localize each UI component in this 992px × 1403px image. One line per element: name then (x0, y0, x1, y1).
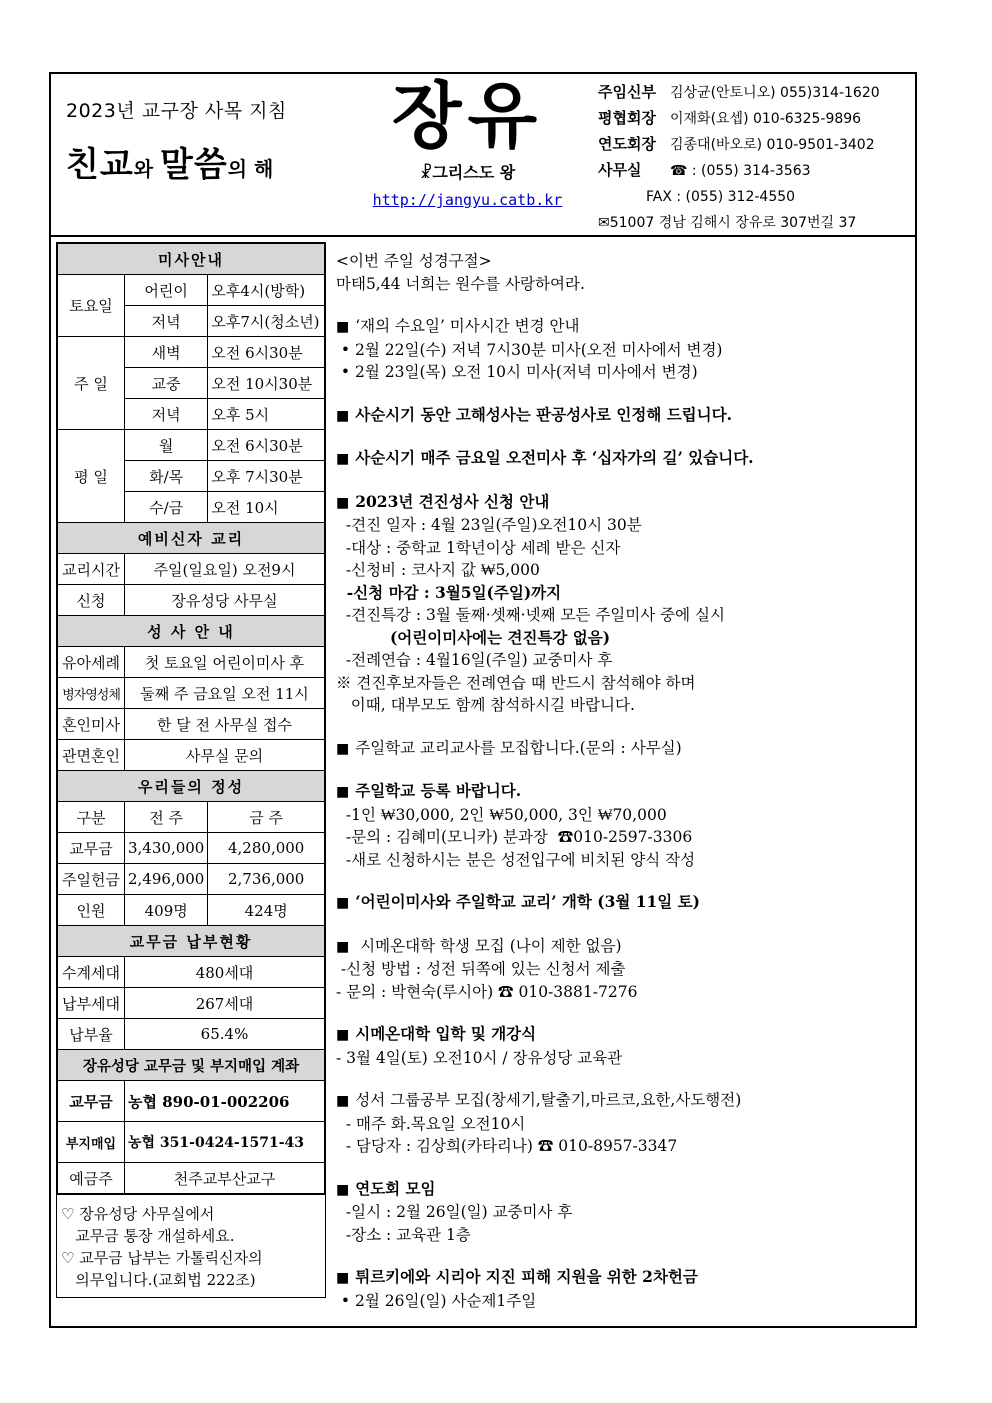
notice-heading (336, 1089, 911, 1113)
notice-text: (어린이미사에는 견진특강 없음) (336, 627, 611, 647)
notice-heading (336, 737, 911, 761)
notice-heading (336, 1178, 911, 1202)
notice-text: 시메온대학 학생 모집 (나이 제한 없음) (355, 936, 622, 955)
notice-line (336, 339, 911, 362)
dues-title: 교무금 납부현황 (57, 926, 325, 957)
mass-title: 미사안내 (57, 243, 325, 275)
offerings-cell: 424명 (208, 895, 325, 926)
bullet-square-icon: ■ (336, 319, 350, 335)
notice-text: 이때, 대부모도 함께 참석하시길 바랍니다. (336, 696, 635, 714)
notice-gap (336, 295, 911, 315)
notice-line (336, 1135, 911, 1158)
notice-text: -새로 신청하시는 분은 성전입구에 비치된 양식 작성 (336, 850, 696, 869)
notice-heading (336, 447, 911, 471)
notice-heading (336, 404, 911, 428)
notice-line (336, 649, 911, 672)
account-label: 예금주 (57, 1163, 125, 1195)
notice-gap (336, 427, 911, 447)
offerings-cell: 인원 (57, 895, 125, 926)
notice-text: -전례연습 : 4월16일(주일) 교중미사 후 (336, 651, 613, 669)
sacrament-value: 한 달 전 사무실 접수 (125, 709, 326, 740)
contact-value: 이재화(요셉) 010-6325-9896 (670, 111, 862, 127)
offerings-header: 금 주 (208, 802, 325, 833)
note-line: ♡ 장유성당 사무실에서 (61, 1205, 215, 1223)
contact-row (598, 132, 914, 158)
notice-gap (336, 915, 911, 935)
notice-text: -1인 ₩30,000, 2인 ₩50,000, 3인 ₩70,000 (336, 805, 667, 824)
bullet-square-icon: ■ (336, 740, 350, 757)
mass-slot: 월 (125, 430, 208, 461)
notice-text: • 2월 23일(목) 오전 10시 미사(저녁 미사에서 변경) (336, 363, 698, 381)
offerings-cell: 409명 (125, 895, 208, 926)
notice-line (336, 804, 911, 827)
mass-slot: 수/금 (125, 492, 208, 523)
contact-value: 김상균(안토니오) 055)314-1620 (670, 85, 880, 101)
contact-row (598, 184, 914, 210)
notice-heading (336, 935, 911, 959)
notice-heading (336, 315, 911, 339)
bullet-square-icon: ■ (336, 1093, 350, 1109)
bullet-square-icon: ■ (336, 407, 350, 424)
motto-particle2: 의 해 (227, 157, 274, 181)
bullet-square-icon: ■ (336, 895, 350, 911)
notice-text: -문의 : 김혜미(모니카) 분과장 ☎010-2597-3306 (336, 828, 693, 846)
parish-url-link[interactable]: http://jangyu.catb.kr (372, 191, 563, 209)
offerings-header: 구분 (57, 802, 125, 833)
contact-label: 주임신부 (598, 83, 656, 101)
bullet-square-icon: ■ (336, 1027, 350, 1043)
notice-text: -일시 : 2월 26일(일) 교중미사 후 (336, 1203, 573, 1221)
mass-time: 오후7시(청소년) (208, 306, 325, 337)
notice-gap (336, 1246, 911, 1266)
notice-text: <이번 주일 성경구절> (336, 252, 492, 270)
contact-value: ☎ : (055) 314-3563 (670, 163, 811, 179)
note-line: ♡ 교무금 납부는 가톨릭신자의 (61, 1249, 263, 1267)
notice-text: 성서 그룹공부 모집(창세기,탈출기,마르코,요한,사도행전) (355, 1091, 742, 1109)
notice-text: 사순시기 동안 고해성사는 판공성사로 인정해 드립니다. (355, 404, 732, 424)
notice-text: 주일학교 교리교사를 모집합니다.(문의 : 사무실) (355, 738, 682, 757)
contact-label: 연도회장 (598, 135, 656, 153)
notice-line (336, 958, 911, 981)
notice-line (336, 1047, 911, 1070)
bullet-square-icon: ■ (336, 451, 350, 467)
notice-line (336, 273, 911, 296)
mass-time: 오전 6시30분 (208, 430, 325, 461)
dues-label: 납부율 (57, 1019, 125, 1050)
notice-line (336, 981, 911, 1004)
notice-text: -장소 : 교육관 1층 (336, 1225, 471, 1244)
mass-slot: 저녁 (125, 306, 208, 337)
notice-text: ※ 견진후보자들은 전례연습 때 반드시 참석해야 하며 (336, 673, 696, 692)
sacrament-label: 관면혼인 (57, 740, 125, 771)
notice-text: - 담당자 : 김상희(카타리나) ☎ 010-8957-3347 (336, 1137, 678, 1155)
account-label: 부지매입 (57, 1122, 125, 1163)
contact-label: 평협회장 (598, 109, 656, 127)
notice-heading (336, 491, 911, 515)
notice-line (336, 361, 911, 384)
notice-text: 시메온대학 입학 및 개강식 (355, 1024, 537, 1043)
notice-line (336, 672, 911, 695)
mass-slot: 교중 (125, 368, 208, 399)
bullet-square-icon: ■ (336, 1181, 350, 1198)
weekday-label: 평 일 (57, 430, 125, 523)
notice-gap (336, 717, 911, 737)
mass-time: 오전 6시30분 (208, 337, 325, 368)
bullet-square-icon: ■ (336, 494, 350, 511)
contact-value: FAX : (055) 312-4550 (646, 189, 796, 205)
notice-line (336, 1113, 911, 1136)
mass-time: 오후 7시30분 (208, 461, 325, 492)
saturday-label: 토요일 (57, 275, 125, 337)
notice-gap (336, 760, 911, 780)
note-line: 교무금 통장 개설하세요. (61, 1227, 235, 1245)
account-notes (56, 1195, 326, 1298)
motto-block (66, 96, 336, 186)
notice-line (336, 849, 911, 872)
notice-text: -신청 마감 : 3월5일(주일)까지 (336, 582, 562, 602)
catechumen-title: 예비신자 교리 (57, 523, 325, 554)
notice-text: -대상 : 중학교 1학년이상 세례 받은 신자 (336, 538, 621, 557)
notice-text: - 문의 : 박현숙(루시아) ☎ 010-3881-7276 (336, 982, 638, 1001)
mass-slot: 화/목 (125, 461, 208, 492)
dues-value: 65.4% (125, 1019, 326, 1050)
mass-time: 오전 10시30분 (208, 368, 325, 399)
sacrament-label: 유아세례 (57, 647, 125, 678)
parish-patron: ☧그리스도 왕 (419, 163, 516, 182)
sacrament-value: 사무실 문의 (125, 740, 326, 771)
notice-line (336, 582, 911, 605)
notice-text: -신청 방법 : 성전 뒤쪽에 있는 신청서 제출 (336, 960, 626, 978)
bullet-square-icon: ■ (336, 1270, 350, 1286)
notice-gap (336, 871, 911, 891)
notice-text: 튀르키에와 시리아 지진 피해 지원을 위한 2차헌금 (355, 1267, 698, 1286)
notice-heading (336, 1266, 911, 1290)
notice-gap (336, 1158, 911, 1178)
mass-schedule-table (56, 242, 326, 1195)
mass-slot: 저녁 (125, 399, 208, 430)
offerings-cell: 교무금 (57, 833, 125, 864)
notice-text: -견진특강 : 3월 둘째·셋째·넷째 모든 주일미사 중에 실시 (336, 606, 725, 624)
notice-text: -신청비 : 코사지 값 ₩5,000 (336, 561, 540, 579)
notice-text: ‘재의 수요일’ 미사시간 변경 안내 (355, 317, 580, 335)
catechumen-apply-label: 신청 (57, 585, 125, 616)
catechumen-apply-value: 장유성당 사무실 (125, 585, 326, 616)
notice-line (336, 1201, 911, 1224)
sacraments-title: 성 사 안 내 (57, 616, 325, 647)
mass-time: 오전 10시 (208, 492, 325, 523)
notice-gap (336, 1003, 911, 1023)
notice-line (336, 514, 911, 537)
sacrament-value: 첫 토요일 어린이미사 후 (125, 647, 326, 678)
notice-text: 사순시기 매주 금요일 오전미사 후 ‘십자가의 길’ 있습니다. (355, 448, 754, 467)
sacrament-label: 병자영성체 (57, 678, 125, 709)
offerings-title: 우리들의 정성 (57, 771, 325, 802)
info-column (56, 242, 326, 1298)
contact-row (598, 106, 914, 132)
catechumen-time-value: 주일(일요일) 오전9시 (125, 554, 326, 585)
account-label: 교무금 (57, 1081, 125, 1122)
motto-word2: 말씀 (160, 145, 228, 185)
account-value: 천주교부산교구 (125, 1163, 326, 1195)
bullet-square-icon: ■ (336, 784, 350, 800)
notice-text: 주일학교 등록 바랍니다. (355, 781, 522, 800)
notice-text: 연도회 모임 (355, 1178, 436, 1198)
catechumen-time-label: 교리시간 (57, 554, 125, 585)
contact-row (598, 210, 914, 236)
notice-line (336, 1224, 911, 1247)
offerings-cell: 4,280,000 (208, 833, 325, 864)
offerings-header: 전 주 (125, 802, 208, 833)
notice-heading (336, 1023, 911, 1047)
motto-line2 (66, 137, 336, 186)
masthead (345, 74, 590, 209)
dues-value: 267세대 (125, 988, 326, 1019)
mass-slot: 어린이 (125, 275, 208, 306)
accounts-title: 장유성당 교무금 및 부지매입 계좌 (57, 1050, 325, 1081)
mass-slot: 새벽 (125, 337, 208, 368)
offerings-cell: 3,430,000 (125, 833, 208, 864)
notice-text: - 매주 화.목요일 오전10시 (336, 1114, 526, 1133)
contact-row (598, 80, 914, 106)
notice-line (336, 694, 911, 717)
dues-label: 납부세대 (57, 988, 125, 1019)
motto-particle1: 와 (133, 157, 160, 181)
sacrament-label: 혼인미사 (57, 709, 125, 740)
contact-list (598, 80, 914, 236)
contact-row (598, 158, 914, 184)
note-line: 의무입니다.(교회법 222조) (61, 1271, 256, 1289)
dues-label: 수계세대 (57, 957, 125, 988)
contact-value: ✉51007 경남 김해시 장유로 307번길 37 (598, 215, 857, 231)
notice-line (336, 627, 911, 650)
offerings-cell: 2,496,000 (125, 864, 208, 895)
notice-text: 마태5,44 너희는 원수를 사랑하여라. (336, 274, 585, 293)
notice-line (336, 559, 911, 582)
motto-word1: 친교 (66, 145, 134, 185)
notice-line (336, 537, 911, 560)
notice-heading (336, 891, 911, 915)
notice-text: • 2월 26일(일) 사순제1주일 (336, 1291, 537, 1310)
notice-text: -견진 일자 : 4월 23일(주일)오전10시 30분 (336, 516, 642, 534)
offerings-cell: 2,736,000 (208, 864, 325, 895)
bullet-square-icon: ■ (336, 938, 350, 955)
mass-time: 오후 5시 (208, 399, 325, 430)
offerings-cell: 주일헌금 (57, 864, 125, 895)
notice-text: ‘어린이미사와 주일학교 교리’ 개학 (3월 11일 토) (355, 892, 700, 911)
dues-value: 480세대 (125, 957, 326, 988)
motto-line1: 2023년 교구장 사목 지침 (66, 100, 287, 122)
notice-text: • 2월 22일(수) 저녁 7시30분 미사(오전 미사에서 변경) (336, 340, 723, 359)
contact-label: 사무실 (598, 161, 642, 179)
notice-gap (336, 384, 911, 404)
account-value: 농협 890-01-002206 (125, 1081, 326, 1122)
sacrament-value: 둘째 주 금요일 오전 11시 (125, 678, 326, 709)
mass-time: 오후4시(방학) (208, 275, 325, 306)
parish-name: 장유 (391, 74, 544, 158)
account-value: 농협 351-0424-1571-43 (125, 1122, 326, 1163)
notice-heading (336, 780, 911, 804)
notice-heading (336, 250, 911, 273)
notice-text: 2023년 견진성사 신청 안내 (355, 491, 550, 511)
notice-line (336, 1290, 911, 1313)
notice-line (336, 826, 911, 849)
notices-column (336, 250, 911, 1312)
notice-gap (336, 1069, 911, 1089)
notice-line (336, 604, 911, 627)
notice-gap (336, 471, 911, 491)
contact-value: 김종대(바오로) 010-9501-3402 (670, 137, 875, 153)
notice-text: - 3월 4일(토) 오전10시 / 장유성당 교육관 (336, 1048, 623, 1067)
sunday-label: 주 일 (57, 337, 125, 430)
